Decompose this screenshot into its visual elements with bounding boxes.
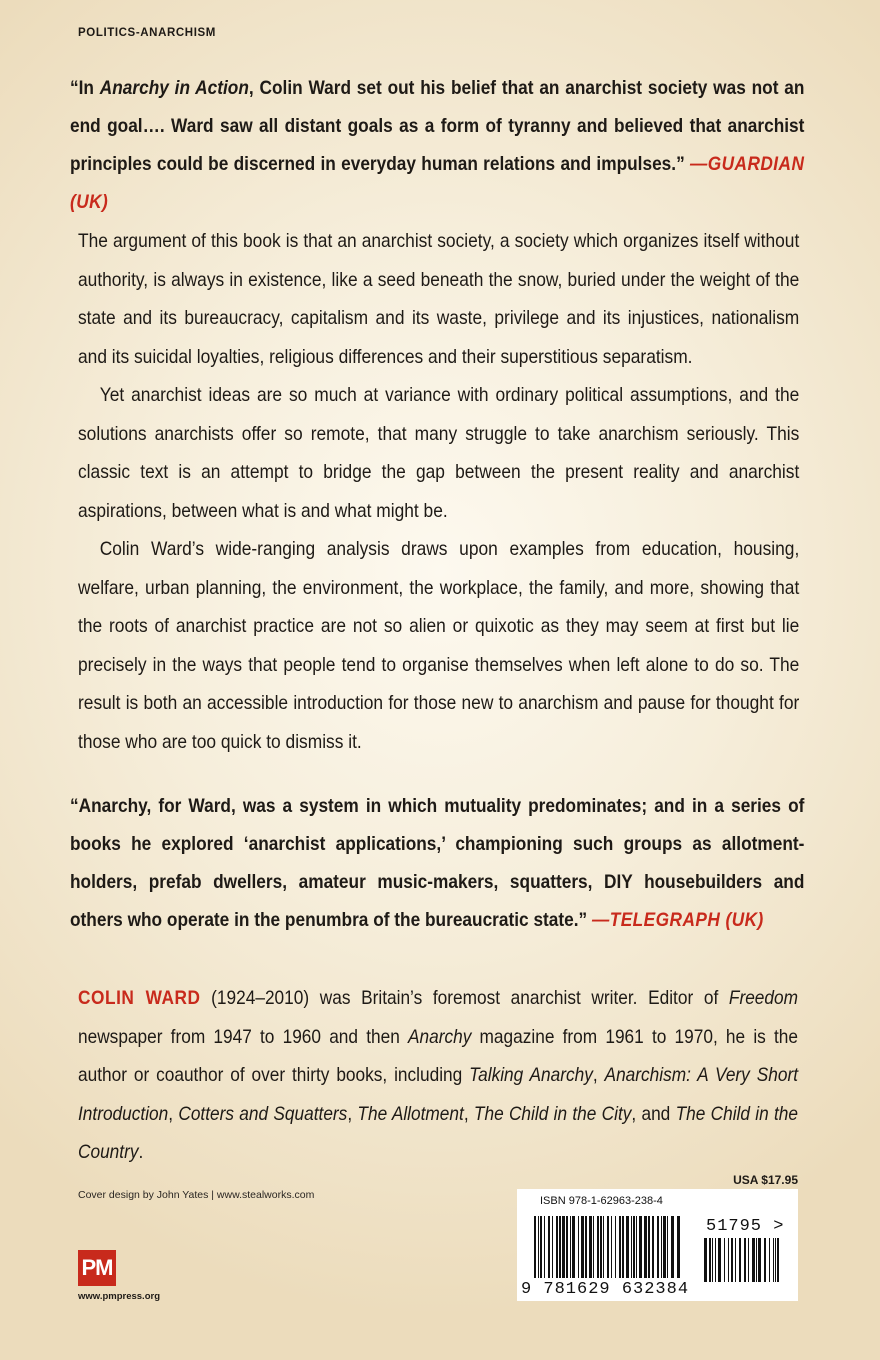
bio-text: (1924–2010) was Britain’s foremost anarchist writer. Editor of	[200, 988, 729, 1009]
description-paragraph-1: The argument of this book is that an anarchist society, a society which organizes itself without authority, is always in existence, like a seed beneath the snow, buried under the weight of the state and its bureaucracy, capitalism and its waste, privilege and its injustices, nationalism and its suicidal loyalties, religious differences and their superstitious separatism.	[78, 231, 800, 368]
publisher-url: www.pmpress.org	[78, 1291, 160, 1302]
review-quote-guardian	[70, 70, 804, 222]
bio-text: ,	[168, 1103, 179, 1125]
quote-text: “Anarchy, for Ward, was a system in which mutuality predominates; and in a series of books he explored ‘anarchist applications,’ championing such groups as allotment-holders, prefab dwellers, amateur music-makers, squatters, DIY housebuilders and others who operate in the penumbra of the bureaucratic state.”	[70, 796, 805, 931]
bio-text: magazine from 1961 to 1970, he is the author or coauthor of over thirty books, including	[78, 1026, 798, 1086]
bio-title: The Child in the City	[473, 1103, 632, 1125]
bio-text: ,	[347, 1103, 358, 1125]
bio-title: Anarchism: A Very Short Introduction	[78, 1065, 798, 1125]
price-label: USA $17.95	[733, 1173, 798, 1187]
quote-open: “In	[70, 78, 100, 99]
author-bio	[78, 980, 798, 1173]
review-quote-telegraph	[70, 788, 804, 940]
barcode-digits-main: 9 781629 632384	[521, 1280, 690, 1299]
barcode-digits-addon: 51795 >	[706, 1217, 785, 1236]
bio-text: .	[138, 1142, 144, 1163]
quote-text: , Colin Ward set out his belief that an anarchist society was not an end goal…. Ward saw all distant goals as a form of tyranny and believed that anarchist principles could be discerned in everyday human relations and impulses.”	[70, 78, 805, 175]
pm-press-logo: PM	[78, 1250, 116, 1286]
bio-text: , and	[631, 1103, 676, 1125]
bio-text: newspaper from 1947 to 1960 and then	[78, 1026, 409, 1048]
quote-source: —TELEGRAPH (UK)	[592, 910, 764, 931]
cover-design-credit: Cover design by John Yates | www.stealworks.com	[78, 1189, 315, 1201]
bio-title: Freedom	[728, 988, 798, 1009]
category-label: POLITICS-ANARCHISM	[78, 27, 216, 39]
bio-title: The Allotment	[357, 1103, 464, 1125]
isbn-label: ISBN 978-1-62963-238-4	[540, 1195, 663, 1207]
bio-text: ,	[592, 1065, 605, 1086]
bio-title: The Child in the Country	[78, 1103, 798, 1163]
quote-book-title: Anarchy in Action	[99, 78, 249, 99]
bio-title: Anarchy	[408, 1026, 472, 1048]
bio-text: ,	[463, 1103, 474, 1125]
description-paragraph-3: Colin Ward’s wide-ranging analysis draws upon examples from education, housing, welfare, urban planning, the environment, the workplace, the family, and more, showing that the roots of anarchist practice are not so alien or quixotic as they may seem at first but lie precisely in the ways that people tend to organise themselves when left alone to do so. The result is both an accessible introduction for those new to anarchism and pause for thought for those who are too quick to dismiss it.	[78, 539, 800, 753]
quote-source: —GUARDIAN (UK)	[70, 154, 805, 213]
bio-title: Talking Anarchy	[469, 1065, 593, 1086]
bio-title: Cotters and Squatters	[178, 1103, 348, 1125]
description-paragraph-2: Yet anarchist ideas are so much at variance with ordinary political assumptions, and the solutions anarchists offer so remote, that many struggle to take anarchism seriously. This classic text is an attempt to bridge the gap between the present reality and anarchist aspirations, between what is and what might be.	[78, 385, 800, 522]
book-description	[78, 223, 799, 762]
author-name: COLIN WARD	[78, 988, 201, 1009]
